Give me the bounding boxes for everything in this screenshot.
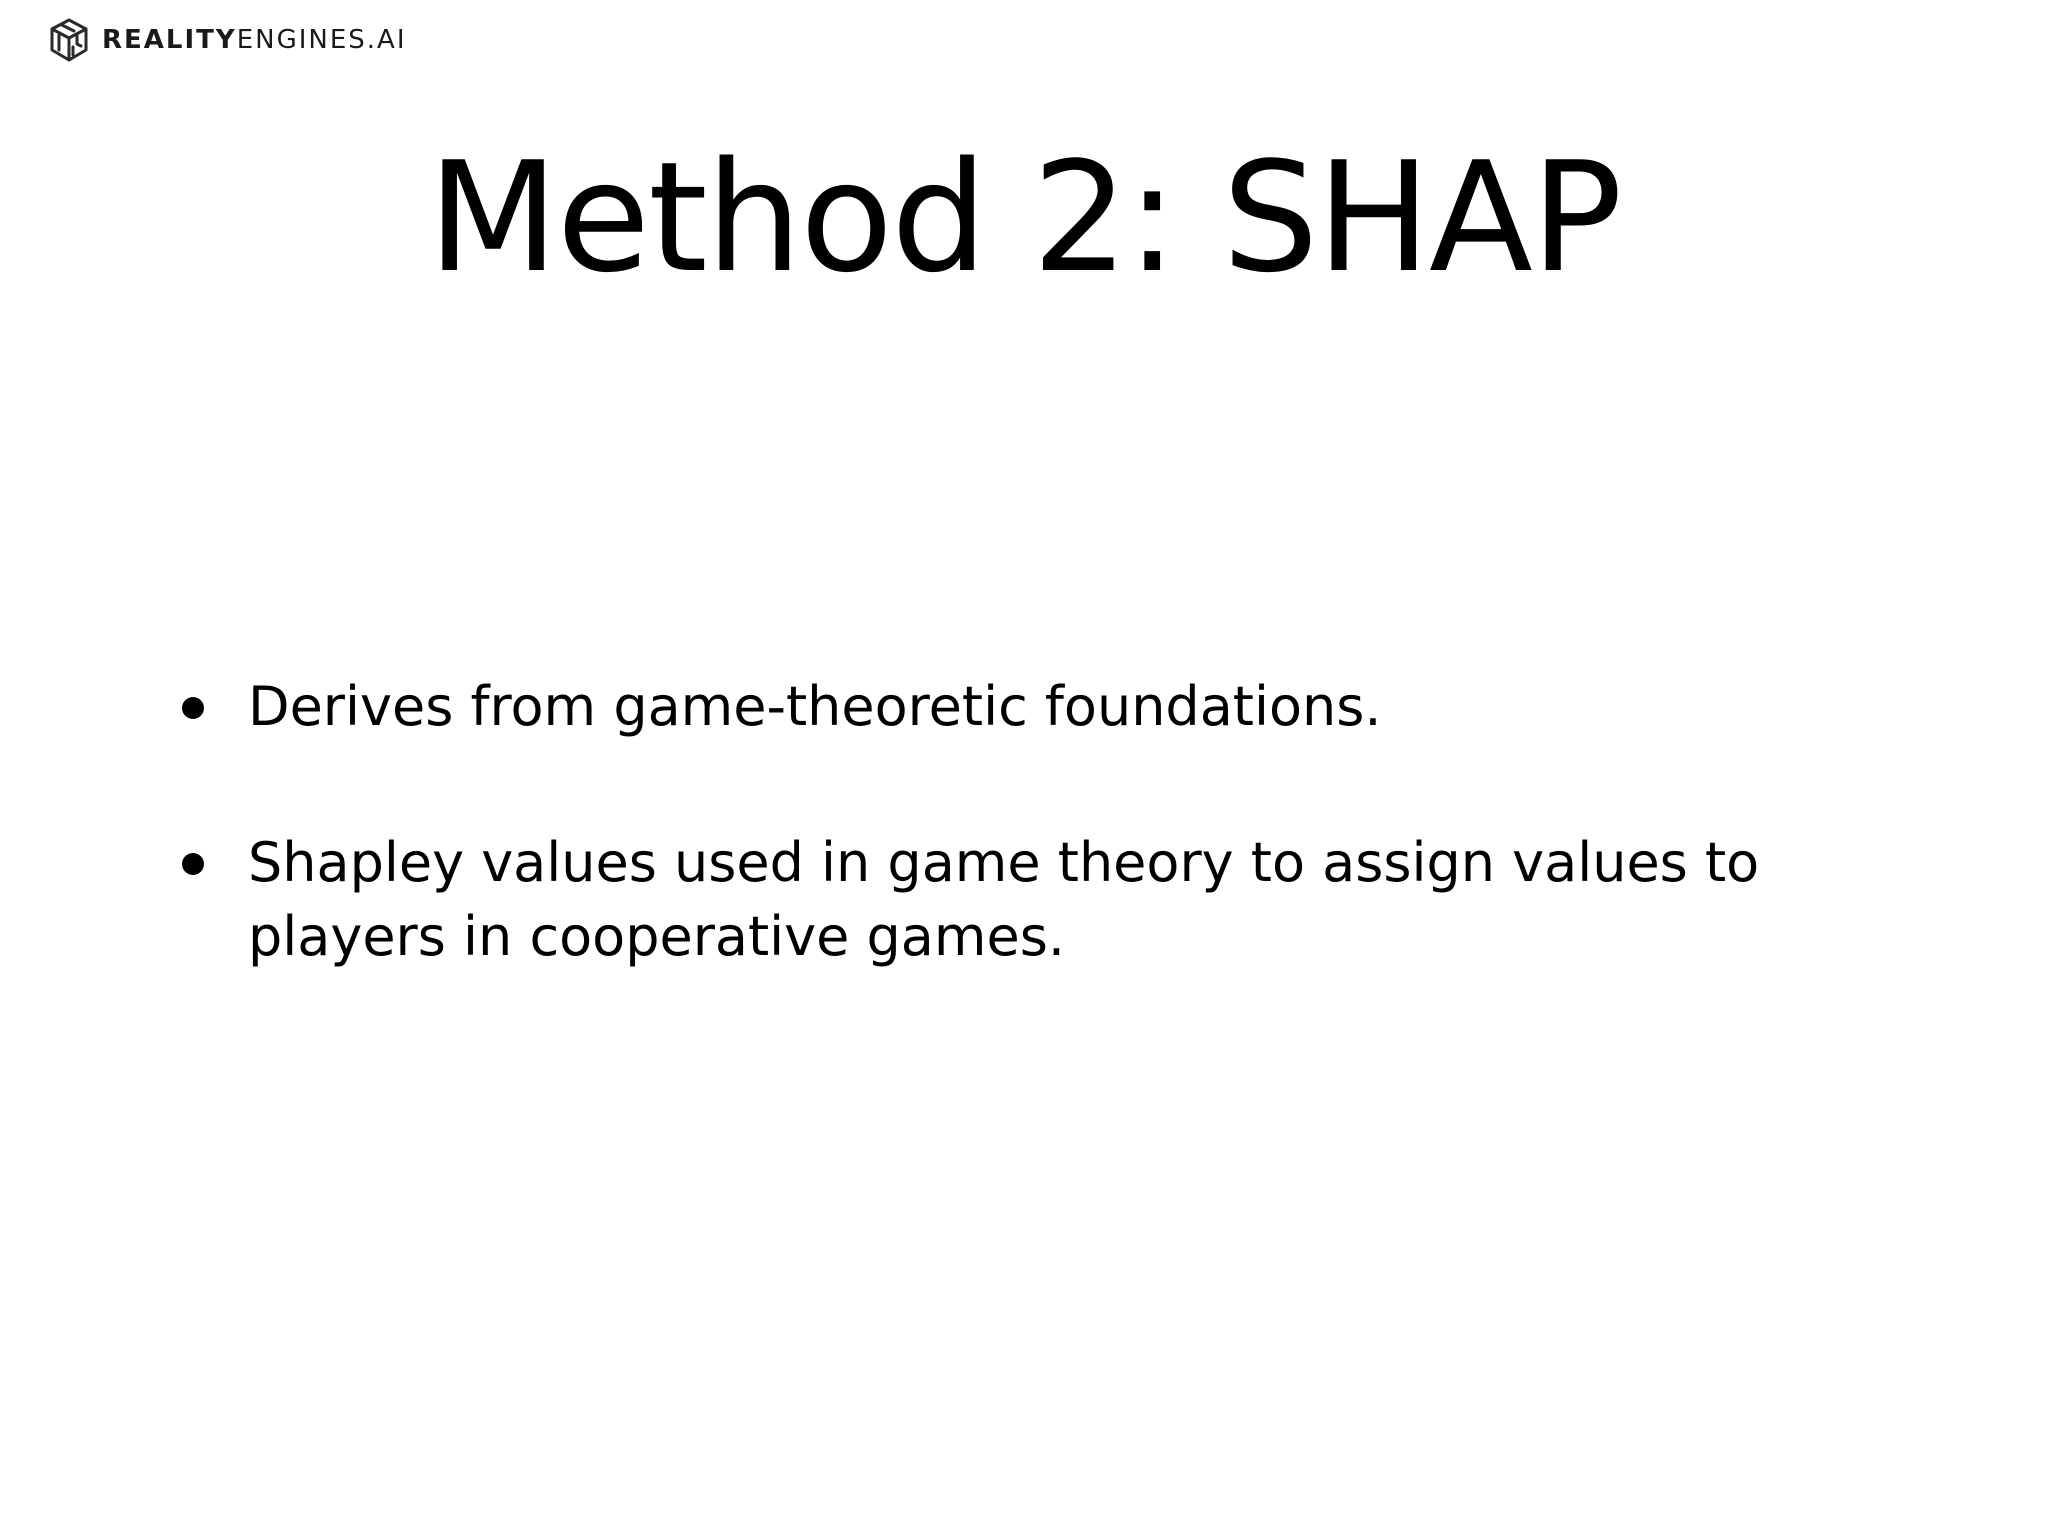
cube-maze-logo-icon xyxy=(48,17,90,63)
brand-wordmark xyxy=(102,25,407,55)
bullet-item xyxy=(248,670,1888,744)
bullet-list xyxy=(248,670,1888,1056)
bullet-item xyxy=(248,826,1888,974)
slide-title: Method 2: SHAP xyxy=(427,129,1621,306)
bullet-dot-icon xyxy=(182,697,204,719)
brand-logo xyxy=(48,16,407,64)
brand-name-regular: ENGINES.AI xyxy=(236,25,407,55)
bullet-dot-icon xyxy=(182,853,204,875)
bullet-text: Shapley values used in game theory to assign values to players in cooperative games. xyxy=(248,831,1760,968)
bullet-text: Derives from game-theoretic foundations. xyxy=(248,675,1382,738)
brand-name-bold: REALITY xyxy=(102,25,237,55)
